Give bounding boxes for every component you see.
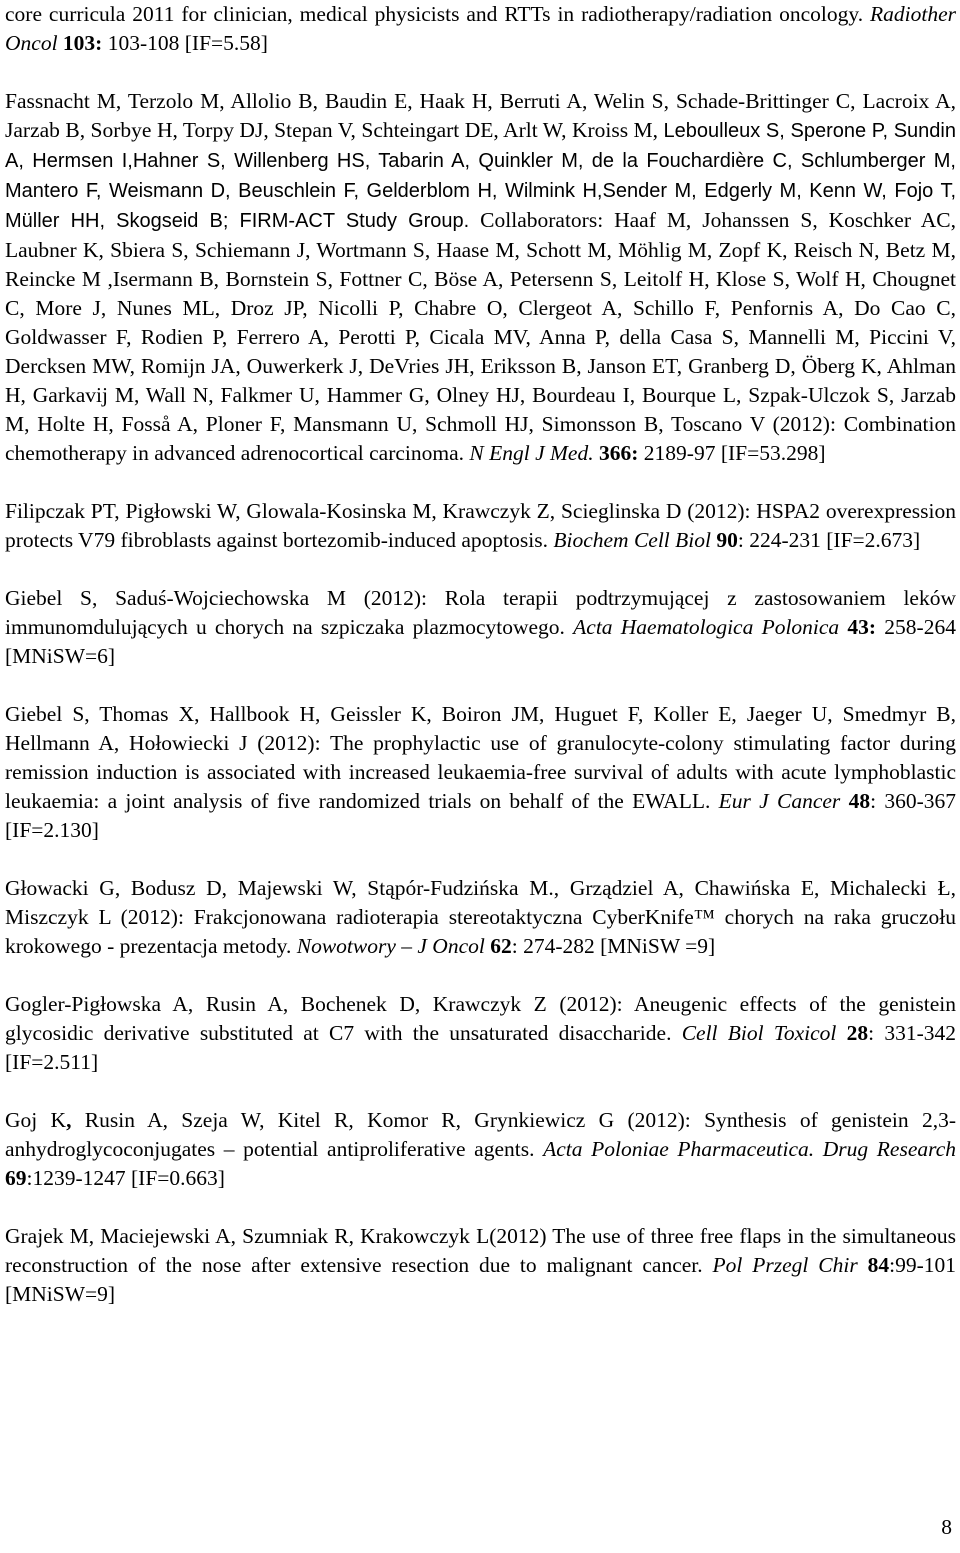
reference-entry [5, 1222, 956, 1309]
journal-name: Acta Haematologica Polonica [573, 615, 840, 639]
journal-pages: 258-264 [MNiSW=6] [5, 615, 956, 668]
reference-entry [5, 584, 956, 671]
reference-authors: Gogler-Pigłowska A, Rusin A, Bochenek D, Krawczyk Z (2012): Aneugenic effects of the genistein glycosidic derivative substituted at C7 with the unsaturated disaccharide. [5, 992, 956, 1045]
journal-name: Cell Biol Toxicol [681, 1021, 837, 1045]
reference-entry [5, 87, 956, 468]
journal-name: Acta Poloniae Pharmaceutica. Drug Research [543, 1137, 956, 1161]
journal-pages: :1239-1247 [IF=0.663] [26, 1166, 225, 1190]
journal-name: Biochem Cell Biol [553, 528, 711, 552]
reference-entry [5, 874, 956, 961]
journal-name: N Engl J Med. [469, 441, 594, 465]
reference-entry [5, 0, 956, 58]
reference-authors: Giebel S, Saduś-Wojciechowska M (2012): Rola terapii podtrzymującej z zastosowaniem leków immunomdulujących u chorych na szpiczaka plazmocytowego. [5, 586, 956, 639]
journal-pages: :99-101 [MNiSW=9] [5, 1253, 957, 1306]
journal-name: Radiother Oncol [5, 2, 956, 55]
journal-pages: : 224-231 [IF=2.673] [737, 528, 921, 552]
spacer [5, 1077, 956, 1106]
spacer [5, 671, 956, 700]
reference-entry [5, 497, 956, 555]
journal-volume: 69 [5, 1166, 27, 1190]
reference-authors-continued: Leboulleux S, Sperone P, Sundin A, Hermsen I,Hahner S, Willenberg HS, Tabarin A, Quinkler M, de la Fouchardière C, Schlumberger M, Mantero F, Weismann D, Beuschlein F, Gelderblom H, Wilmink H,Sender M, Edgerly M, Kenn W, Fojo T, Müller HH, Skogseid B; FIRM-ACT Study Group. [5, 120, 956, 232]
journal-name: Pol Przegl Chir [712, 1253, 858, 1277]
spacer [5, 961, 956, 990]
author-comma: , [66, 1108, 72, 1132]
reference-authors: Głowacki G, Bodusz D, Majewski W, Stąpór-Fudzińska M., Grządziel A, Chawińska E, Michalecki Ł, Miszczyk L (2012): Frakcjonowana radioterapia stereotaktyczna CyberKnife™ chorych na raka gruczołu krokowego - prezentacja metody. [5, 876, 956, 958]
journal-volume: 62 [484, 934, 512, 958]
journal-pages: : 274-282 [MNiSW =9] [511, 934, 716, 958]
spacer [5, 58, 956, 87]
journal-volume: 366: [593, 441, 639, 465]
reference-authors: Giebel S, Thomas X, Hallbook H, Geissler K, Boiron JM, Huguet F, Koller E, Jaeger U, Smedmyr B, Hellmann A, Hołowiecki J (2012): The prophylactic use of granulocyte-colony stimulating factor during remission induction is associated with increased leukaemia-free survival of adults with acute lymphoblastic leukaemia: a joint analysis of five randomized trials on behalf of the EWALL. [5, 702, 956, 813]
reference-first-author: Goj K [5, 1108, 67, 1132]
reference-authors: Fassnacht M, Terzolo M, Allolio B, Baudin E, Haak H, Berruti A, Welin S, Schade-Brittinger C, Lacroix A, Jarzab B, Sorbye H, Torpy DJ, Stepan V, Schteingart DE, Arlt W, Kroiss M, [5, 89, 956, 142]
reference-authors: core curricula 2011 for clinician, medical physicists and RTTs in radiotherapy/radiation oncology. [5, 2, 870, 26]
page-number: 8 [941, 1515, 952, 1539]
journal-name: Eur J Cancer [718, 789, 841, 813]
reference-authors: Filipczak PT, Pigłowski W, Glowala-Kosinska M, Krawczyk Z, Scieglinska D (2012): HSPA2 overexpression protects V79 fibroblasts against bortezomib-induced apoptosis. [5, 499, 956, 552]
journal-name: Nowotwory – J Oncol [296, 934, 485, 958]
journal-pages: : 331-342 [IF=2.511] [5, 1021, 957, 1074]
journal-volume: 43: [839, 615, 877, 639]
journal-volume: 28 [836, 1021, 869, 1045]
spacer [5, 555, 956, 584]
journal-pages: 2189-97 [IF=53.298] [638, 441, 826, 465]
journal-volume: 103: [62, 31, 103, 55]
reference-collaborators: Collaborators: Haaf M, Johanssen S, Koschker AC, Laubner K, Sbiera S, Schiemann J, Wortmann S, Haase M, Schott M, Möhlig M, Zopf K, Reisch N, Betz M, Reincke M ,Isermann B, Bornstein S, Fottner C, Böse A, Petersenn S, Leitolf H, Klose S, Wolf H, Chougnet C, More J, Nunes ML, Droz JP, Nicolli P, Chabre O, Clergeot A, Schillo F, Penfornis A, Do Cao C, Goldwasser F, Rodien P, Ferrero A, Perotti P, Cicala MV, Anna P, della Casa S, Mannelli M, Piccini V, Dercksen MW, Romijn JA, Ouwerkerk J, DeVries JH, Eriksson B, Janson ET, Granberg D, Öberg K, Ahlman H, Garkavij M, Wall N, Falkmer U, Hammer G, Olney HJ, Bourdeau I, Bourque L, Szpak-Ulczok S, Jarzab M, Holte H, Fosså A, Ploner F, Mansmann U, Schmoll HJ, Simonsson B, Toscano V (2012): Combination chemotherapy in advanced adrenocortical carcinoma. [5, 208, 957, 465]
reference-entry [5, 1106, 956, 1193]
journal-pages: : 360-367 [IF=2.130] [5, 789, 957, 842]
journal-pages: 103-108 [IF=5.58] [102, 31, 268, 55]
journal-volume: 90 [711, 528, 738, 552]
journal-volume: 84 [857, 1253, 890, 1277]
spacer [5, 468, 956, 497]
spacer [5, 845, 956, 874]
reference-authors: Rusin A, Szeja W, Kitel R, Komor R, Grynkiewicz G (2012): Synthesis of genistein 2,3-anhydroglycoconjugates – potential antiproliferative agents. [5, 1108, 956, 1161]
reference-entry [5, 990, 956, 1077]
reference-list [5, 0, 956, 1309]
reference-authors: Grajek M, Maciejewski A, Szumniak R, Krakowczyk L(2012) The use of three free flaps in the simultaneous reconstruction of the nose after extensive resection due to malignant cancer. [5, 1224, 956, 1277]
reference-entry [5, 700, 956, 845]
spacer [5, 1193, 956, 1222]
journal-volume: 48 [840, 789, 871, 813]
